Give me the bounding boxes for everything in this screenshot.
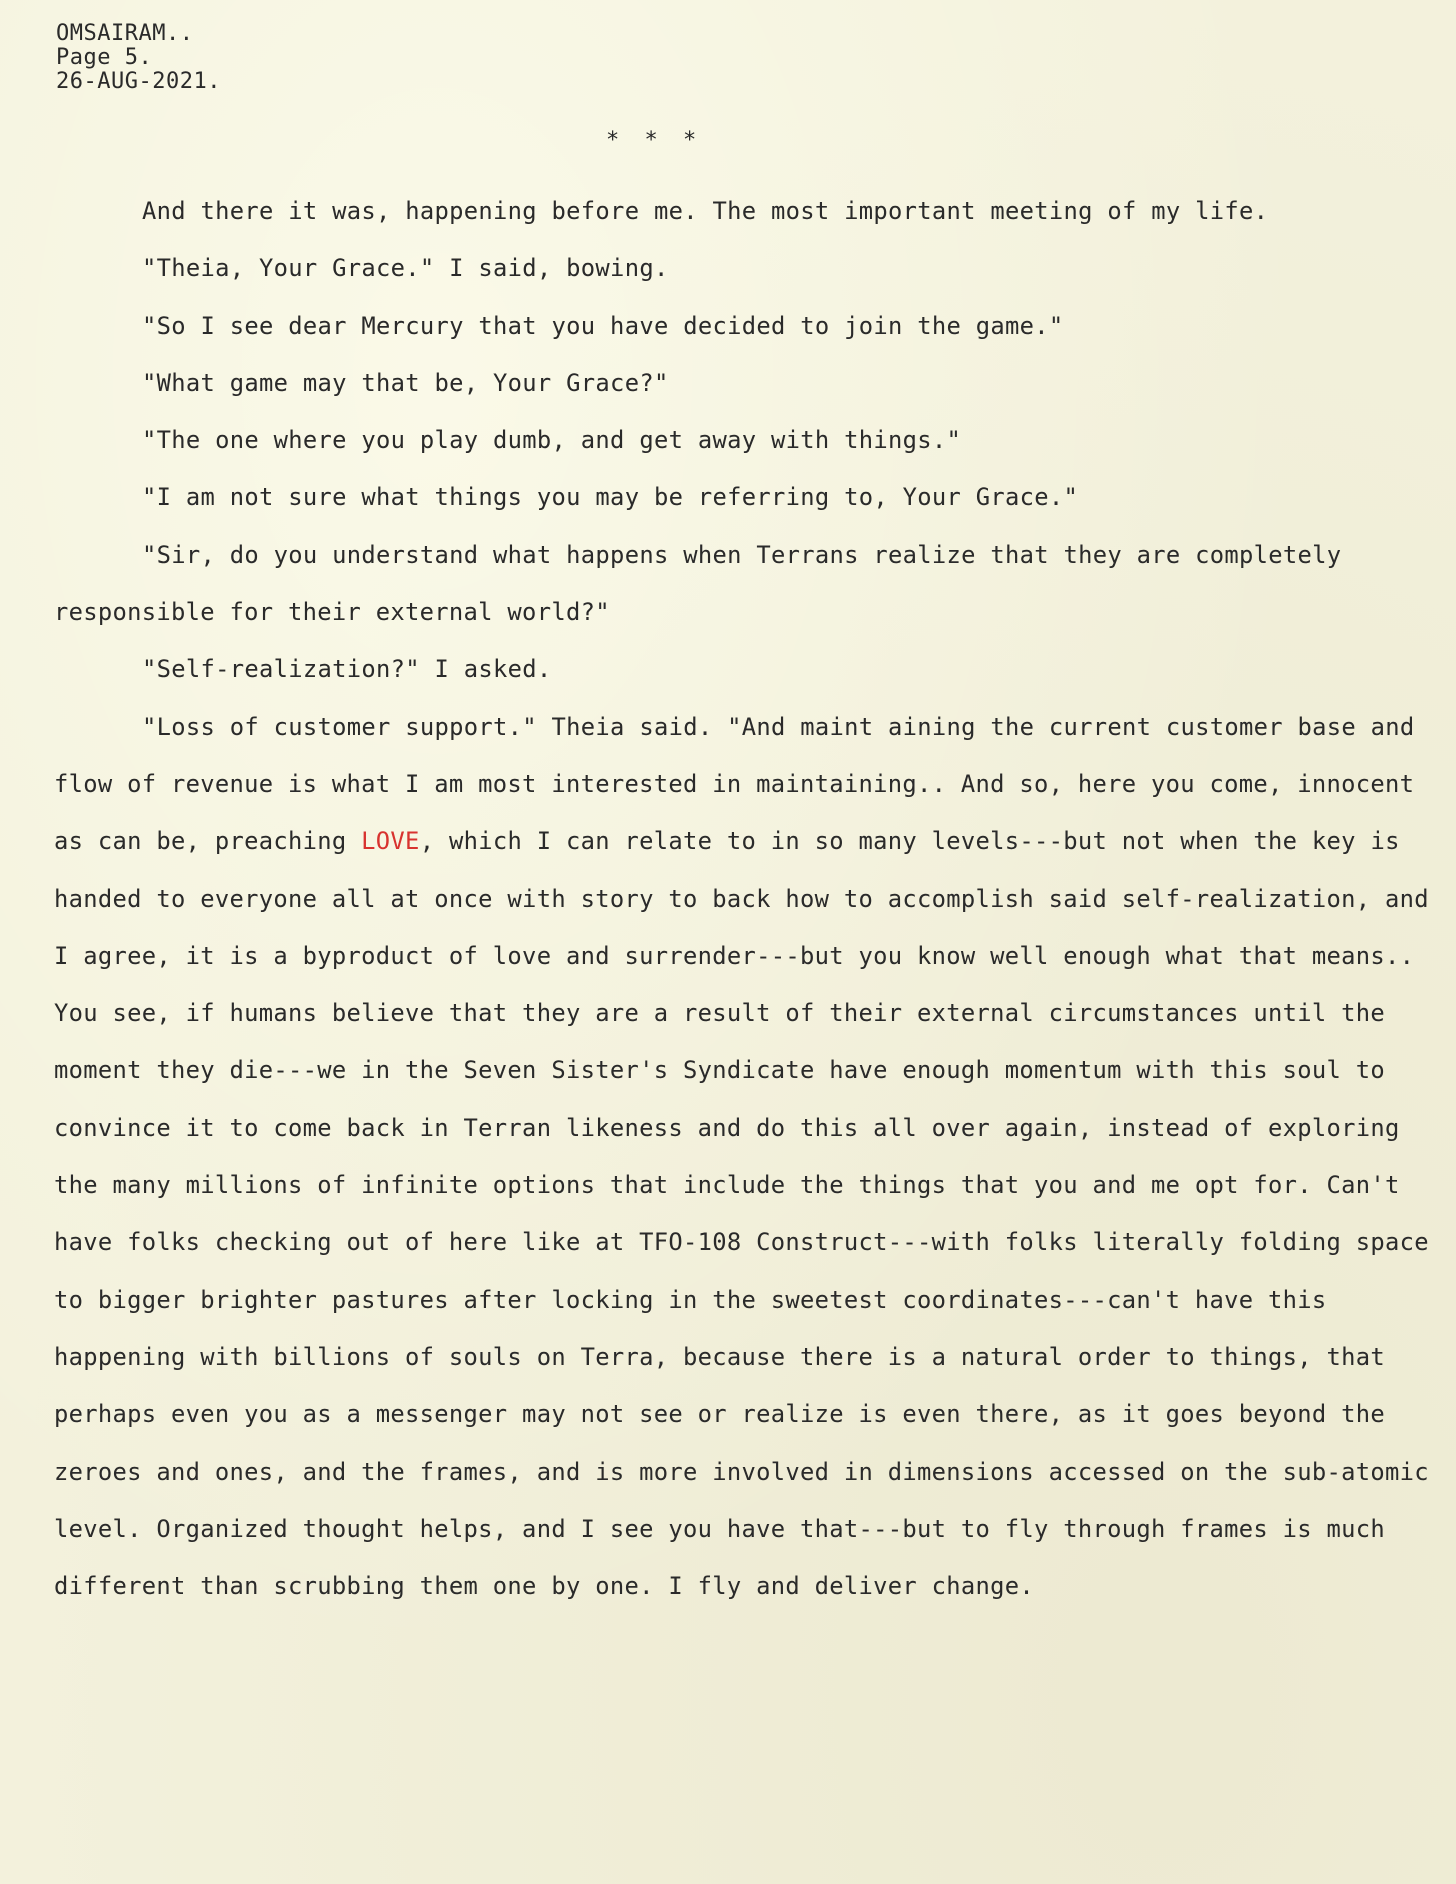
- paragraph-7: "Sir, do you understand what happens when Terrans realize that they are completely responsible for their external world?": [54, 540, 1342, 627]
- section-separator: * * *: [606, 128, 703, 153]
- paragraph-5: "The one where you play dumb, and get away with things.": [142, 426, 962, 455]
- header-salutation: OMSAIRAM..: [56, 21, 194, 46]
- paragraph-9: [54, 699, 1439, 1616]
- paragraph-3: "So I see dear Mercury that you have decided to join the game.": [142, 311, 1064, 340]
- page-header: [56, 22, 221, 94]
- paragraph-1: And there it was, happening before me. The most important meeting of my life.: [142, 197, 1269, 225]
- header-date: 26-AUG-2021.: [56, 69, 221, 94]
- paragraph-4: "What game may that be, Your Grace?": [142, 368, 669, 397]
- story-body: [54, 183, 1439, 1615]
- paragraph-9-start: "Loss of customer support." Theia said. "And maint aining the current customer base and flow of revenue is what I am most interested in maintaining.. And so, here you come, innocent as can be, preaching: [54, 712, 1415, 856]
- paragraph-6: "I am not sure what things you may be referring to, Your Grace.": [142, 483, 1079, 512]
- love-word-red: LOVE: [361, 827, 420, 856]
- paragraph-8: "Self-realization?" I asked.: [142, 655, 552, 684]
- header-page-number: Page 5.: [56, 45, 153, 70]
- paragraph-2: "Theia, Your Grace." I said, bowing.: [142, 254, 669, 283]
- paragraph-9-end: , which I can relate to in so many levels---but not when the key is handed to everyone all at once with story to back how to accomplish said self-realization, and I agree, it is a byproduct of love and surrender---but you know well enough what that means.. You see, if humans believe that they are a result of their external circumstances until the moment they die---we in the Seven Sister's Syndicate have enough momentum with this soul to convince it to come back in Terran likeness and do this all over again, instead of exploring the many millions of infinite options that include the things that you and me opt for. Can't have folks checking out of here like at TFO-108 Construct---with folks literally folding space to bigger brighter pastures after locking in the sweetest coordinates---can't have this happening with billions of souls on Terra, because there is a natural order to things, that perhaps even you as a messenger may not see or realize is even there, as it goes beyond the zeroes and ones, and the frames, and is more involved in dimensions accessed on the sub-atomic level. Organized thought helps, and I see you have that---but to fly through frames is much different than scrubbing them one by one. I fly and deliver change.: [54, 827, 1429, 1601]
